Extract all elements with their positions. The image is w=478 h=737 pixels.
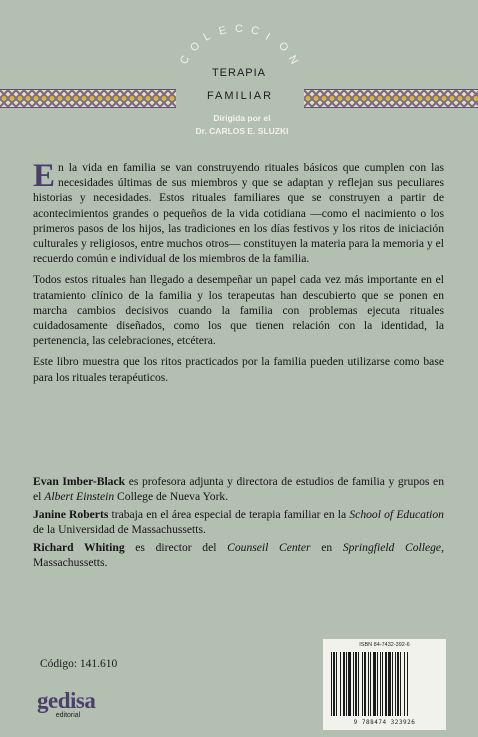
publisher-name: gedisa — [37, 688, 96, 713]
author-bio-text: en — [310, 540, 343, 554]
collection-arc-letter: E — [217, 24, 228, 38]
author-name: Richard Whiting — [33, 540, 125, 554]
collection-arc-letter: I — [263, 31, 272, 44]
publisher-logo — [37, 690, 97, 720]
author-bio-2 — [33, 507, 444, 538]
collection-arc-letter: C — [235, 23, 243, 35]
isbn-number: ISBN 84-7432-392-6 — [359, 642, 410, 648]
author-institution: Counseil Center — [227, 540, 311, 554]
author-bio-text: College de Nueva York. — [114, 490, 229, 504]
blurb — [33, 160, 444, 391]
collection-arc-letter: C — [178, 53, 193, 67]
series-director — [172, 112, 312, 138]
collection-arc-letter: O — [275, 39, 291, 55]
author-institution: School of Education — [349, 507, 444, 521]
director-name: Dr. CARLOS E. SLUZKI — [195, 126, 289, 136]
barcode-icon — [331, 652, 438, 718]
blurb-paragraph-3: Este libro muestra que los ritos practicados por la familia pueden utilizarse como base para los rituales terapéuticos. — [33, 355, 444, 384]
author-institution: Albert Einstein — [44, 490, 115, 504]
decorative-band-right — [304, 89, 478, 108]
drop-cap: E — [33, 158, 56, 194]
author-bio-text: , Massachussetts. — [33, 540, 444, 570]
author-bio-text: trabaja en el área especial de terapia familiar en la — [108, 507, 350, 521]
blurb-paragraph-2: Todos estos rituales han llegado a desempeñar un papel cada vez más importante en el tratamiento clínico de la familia y los terapeutas han descubierto que se ponen en marcha cambios decisivos cuando la familia con problemas ejecuta rituales cuidadosamente diseñados, como los que tienen relación con la identidad, la pertenencia, las celebraciones, etcétera. — [33, 273, 444, 348]
isbn-barcode — [323, 639, 446, 730]
collection-arc-letter: N — [285, 53, 300, 67]
blurb-paragraph-1-text: n la vida en familia se van construyendo rituales básicos que cumplen con las necesidades últimas de sus miembros y que se adaptan y reflejan sus peculiares historias y necesidades. Estos rituales familiares que se construyen a partir de acontecimientos grandes o pequeños de la vida cotidiana —como el nacimiento o los primeros pasos de los hijos, las tradiciones en los días festivos y los ritos de iniciación culturales y religiosos, entre muchos otros— constituyen la materia para la memoria y el recuerdo común e individual de los miembros de la familia. — [33, 161, 444, 266]
author-bio-text: es profesora adjunta y directora de estudios de familia y grupos en el — [33, 475, 444, 504]
author-bio-text: de la Universidad de Massachussetts. — [33, 523, 206, 537]
publisher-subtitle: editorial — [55, 712, 81, 719]
collection-arc-letter: O — [188, 39, 203, 55]
author-bios — [33, 474, 444, 572]
decorative-band-left — [0, 89, 176, 108]
author-name: Janine Roberts — [33, 507, 109, 521]
author-institution: Springfield College — [342, 540, 442, 554]
collection-arc-letter: C — [249, 24, 261, 38]
product-code: Código: 141.610 — [40, 658, 118, 670]
collection-arc-letter: L — [201, 30, 213, 45]
series-title-line1: TERAPIA — [211, 67, 267, 79]
author-name: Evan Imber-Black — [33, 475, 126, 488]
author-bio-1 — [33, 474, 444, 505]
series-title-line2: FAMILIAR — [206, 90, 274, 102]
author-bio-3 — [33, 540, 444, 571]
directed-by-label: Dirigida por el — [213, 113, 271, 123]
ean-number: 9 788474 323926 — [353, 719, 416, 726]
author-bio-text: es director del — [124, 540, 228, 554]
blurb-paragraph-1 — [33, 160, 444, 266]
